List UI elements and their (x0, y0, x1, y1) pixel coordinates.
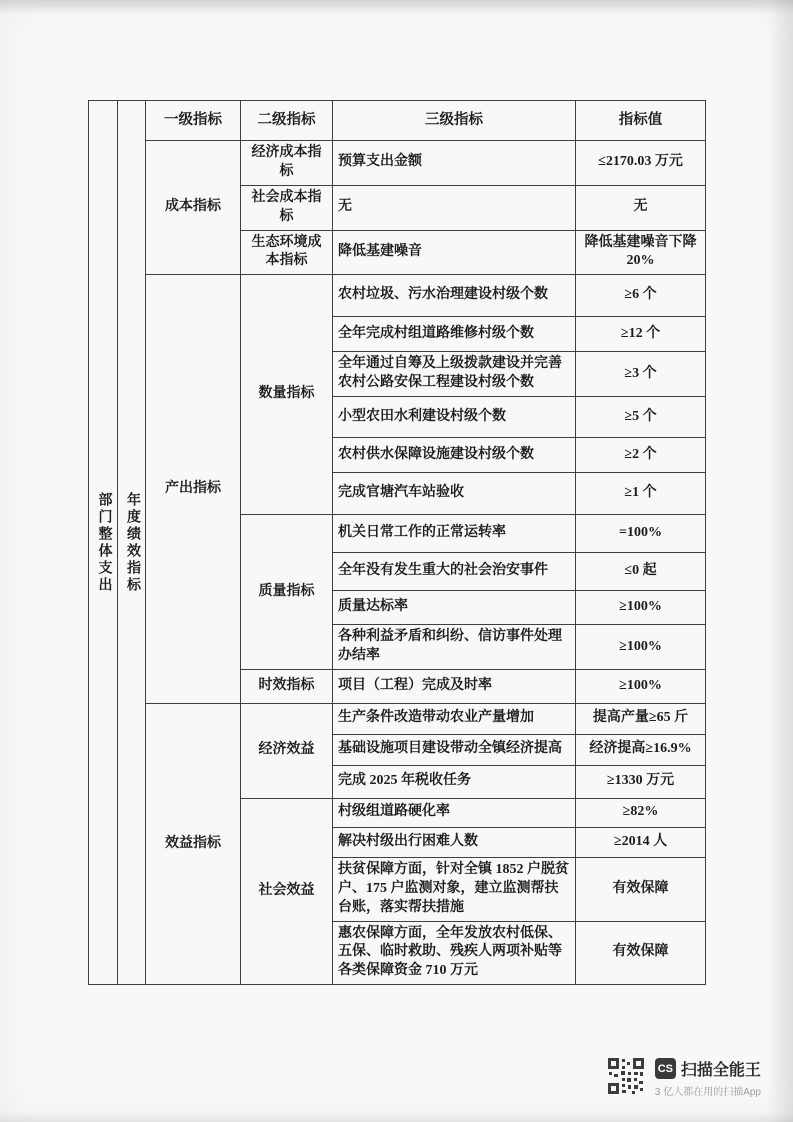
header-cell-level1: 一级指标 (146, 101, 241, 141)
level3-cell: 降低基建噪音 (333, 230, 576, 275)
header-cell-value: 指标值 (576, 101, 706, 141)
value-cell: ≤2170.03 万元 (576, 141, 706, 186)
camscanner-watermark (607, 1057, 761, 1098)
level3-cell: 扶贫保障方面，针对全镇 1852 户脱贫户、175 户监测对象，建立监测帮扶台账，落实帮扶措施 (333, 857, 576, 921)
level3-cell: 惠农保障方面，全年发放农村低保、五保、临时救助、残疾人两项补贴等各类保障资金 710 万元 (333, 921, 576, 985)
value-cell: ≥6 个 (576, 275, 706, 317)
level2-cell: 生态环境成本指标 (241, 230, 333, 275)
level2-cell: 质量指标 (241, 515, 333, 670)
indicator-table (88, 100, 706, 985)
value-cell: ≥100% (576, 591, 706, 625)
level3-cell: 质量达标率 (333, 591, 576, 625)
level2-cell: 数量指标 (241, 275, 333, 515)
table-row (89, 141, 706, 186)
level1-cell: 产出指标 (146, 275, 241, 704)
side-label-annual: 年度绩效指标 (118, 101, 146, 985)
level3-cell: 基础设施项目建设带动全镇经济提高 (333, 734, 576, 765)
value-cell: ≥2 个 (576, 438, 706, 473)
level3-cell: 完成官塘汽车站验收 (333, 473, 576, 515)
value-cell: 降低基建噪音下降 20% (576, 230, 706, 275)
level2-cell: 社会效益 (241, 798, 333, 984)
level3-cell: 解决村级出行困难人数 (333, 827, 576, 857)
level3-cell: 农村垃圾、污水治理建设村级个数 (333, 275, 576, 317)
camscanner-brand: 扫描全能王 (680, 1062, 761, 1079)
value-cell: ≥100% (576, 669, 706, 703)
value-cell: 有效保障 (576, 921, 706, 985)
level3-cell: 农村供水保障设施建设村级个数 (333, 438, 576, 473)
value-cell: ≥82% (576, 798, 706, 827)
scan-edge-right (767, 0, 793, 1122)
scan-edge-top (0, 0, 793, 14)
header-cell-level3: 三级指标 (333, 101, 576, 141)
level1-cell: 成本指标 (146, 141, 241, 275)
level3-cell: 生产条件改造带动农业产量增加 (333, 703, 576, 734)
value-cell: =100% (576, 515, 706, 553)
value-cell: 提高产量≥65 斤 (576, 703, 706, 734)
level2-cell: 社会成本指标 (241, 185, 333, 230)
side-label-department: 部门整体支出 (89, 101, 118, 985)
level2-cell: 经济效益 (241, 703, 333, 798)
value-cell: ≥1330 万元 (576, 765, 706, 798)
level3-cell: 村级组道路硬化率 (333, 798, 576, 827)
level2-cell: 时效指标 (241, 669, 333, 703)
value-cell: 无 (576, 185, 706, 230)
header-cell-level2: 二级指标 (241, 101, 333, 141)
value-cell: ≥3 个 (576, 352, 706, 397)
level2-cell: 经济成本指标 (241, 141, 333, 186)
level3-cell: 全年没有发生重大的社会治安事件 (333, 553, 576, 591)
scan-edge-bottom (0, 1112, 793, 1122)
value-cell: ≥12 个 (576, 317, 706, 352)
level3-cell: 各种利益矛盾和纠纷、信访事件处理办结率 (333, 625, 576, 670)
level3-cell: 全年完成村组道路维修村级个数 (333, 317, 576, 352)
level3-cell: 预算支出金额 (333, 141, 576, 186)
value-cell: 有效保障 (576, 857, 706, 921)
level3-cell: 项目（工程）完成及时率 (333, 669, 576, 703)
level3-cell: 机关日常工作的正常运转率 (333, 515, 576, 553)
level1-cell: 效益指标 (146, 703, 241, 984)
value-cell: ≥2014 人 (576, 827, 706, 857)
camscanner-logo: CS (655, 1058, 676, 1079)
value-cell: ≤0 起 (576, 553, 706, 591)
value-cell: 经济提高≥16.9% (576, 734, 706, 765)
camscanner-tagline: 3 亿人都在用的扫描App (654, 1087, 761, 1098)
table-row (89, 703, 706, 734)
level3-cell: 完成 2025 年税收任务 (333, 765, 576, 798)
level3-cell: 小型农田水利建设村级个数 (333, 397, 576, 438)
table-header-row (89, 101, 706, 141)
value-cell: ≥100% (576, 625, 706, 670)
table-row (89, 275, 706, 317)
value-cell: ≥1 个 (576, 473, 706, 515)
level3-cell: 全年通过自筹及上级拨款建设并完善农村公路安保工程建设村级个数 (333, 352, 576, 397)
level3-cell: 无 (333, 185, 576, 230)
qr-code (607, 1057, 645, 1095)
value-cell: ≥5 个 (576, 397, 706, 438)
